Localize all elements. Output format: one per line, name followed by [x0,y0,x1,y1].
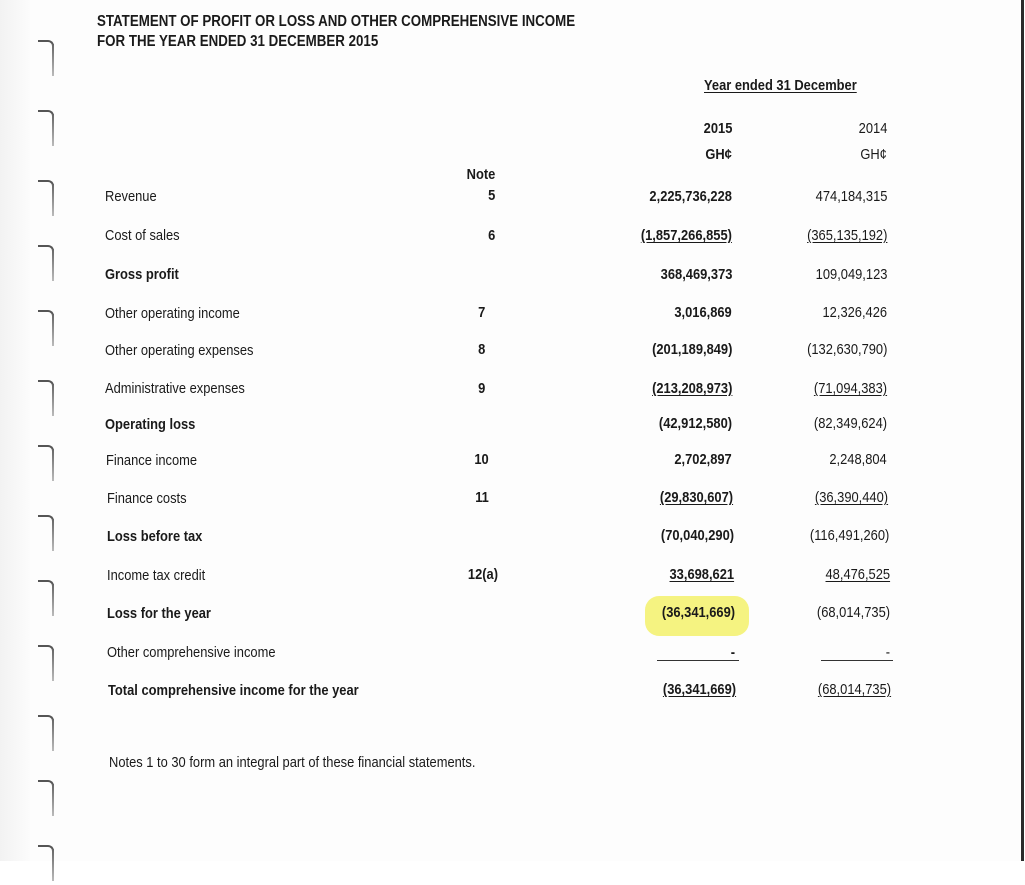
binder-hole [38,445,56,485]
binder-hole [38,515,56,555]
row-value-2015: 2,702,897 [674,451,732,468]
row-value-2015: (70,040,290) [660,527,734,544]
row-value-2015: 368,469,373 [660,266,732,283]
row-note: 12(a) [467,566,498,583]
row-value-2014: (82,349,624) [813,415,887,432]
row-value-2014: (68,014,735) [817,681,891,698]
column-year-2014: 2014 [858,120,887,137]
row-value-2014: 474,184,315 [815,188,887,205]
row-note: 7 [477,304,485,321]
row-label: Income tax credit [107,567,206,584]
binder-holes [30,0,60,861]
binder-hole [38,110,56,150]
footnote: Notes 1 to 30 form an integral part of these financial statements. [109,754,476,771]
binder-hole [38,845,56,885]
row-label: Revenue [105,188,157,205]
binder-hole [38,40,56,80]
note-column-header: Note [466,166,495,183]
row-value-2015: 33,698,621 [669,566,734,583]
binder-hole [38,645,56,685]
statement-title: STATEMENT OF PROFIT OR LOSS AND OTHER COMPREHENSIVE INCOME [97,13,576,30]
binder-hole [38,715,56,755]
period-header: Year ended 31 December [704,77,857,94]
row-value-2014: 12,326,426 [822,304,887,321]
row-value-2014: 48,476,525 [825,566,890,583]
row-value-2014: (68,014,735) [816,604,890,621]
binder-hole [38,780,56,820]
row-label: Gross profit [105,266,179,283]
row-value-2014: - [885,644,890,661]
row-label: Loss for the year [107,605,211,622]
row-label: Finance income [106,452,198,469]
page-left-edge [0,0,30,861]
row-label: Administrative expenses [105,380,245,397]
row-label: Other comprehensive income [107,644,276,661]
statement-subtitle: FOR THE YEAR ENDED 31 DECEMBER 2015 [97,33,379,50]
blank-line-2014 [821,660,893,661]
row-label: Finance costs [107,490,187,507]
row-value-2014: (365,135,192) [806,227,887,244]
row-note: 10 [474,451,489,468]
binder-hole [38,310,56,350]
binder-hole [38,245,56,285]
blank-line-2015 [657,660,739,661]
row-value-2014: 109,049,123 [815,266,887,283]
row-value-2015: 3,016,869 [674,304,732,321]
row-value-2015: (201,189,849) [651,341,732,358]
row-value-2014: (116,491,260) [809,527,889,544]
binder-hole [38,580,56,620]
currency-2014: GH¢ [860,146,887,163]
row-value-2015: (29,830,607) [659,489,733,506]
row-label: Cost of sales [105,227,180,244]
row-value-2014: (71,094,383) [813,380,887,397]
row-label: Other operating income [105,305,240,322]
row-label: Loss before tax [107,528,203,545]
row-value-2015: (36,341,669) [662,681,736,698]
row-label: Operating loss [105,416,196,433]
binder-hole [38,180,56,220]
row-label: Total comprehensive income for the year [108,682,359,699]
row-note: 5 [487,187,495,204]
row-value-2014: (132,630,790) [806,341,887,358]
row-note: 6 [487,227,495,244]
row-value-2015: (1,857,266,855) [640,227,732,244]
row-value-2014: 2,248,804 [829,451,887,468]
row-value-2015: - [730,644,735,661]
binder-hole [38,380,56,420]
row-value-2015: (36,341,669) [661,604,735,621]
row-note: 11 [475,489,489,506]
currency-2015: GH¢ [705,146,732,163]
row-label: Other operating expenses [105,342,254,359]
column-year-2015: 2015 [703,120,732,137]
row-note: 8 [477,341,485,358]
row-value-2015: (213,208,973) [651,380,732,397]
row-value-2014: (36,390,440) [814,489,888,506]
row-value-2015: 2,225,736,228 [649,188,732,205]
row-value-2015: (42,912,580) [658,415,732,432]
row-note: 9 [477,380,485,397]
